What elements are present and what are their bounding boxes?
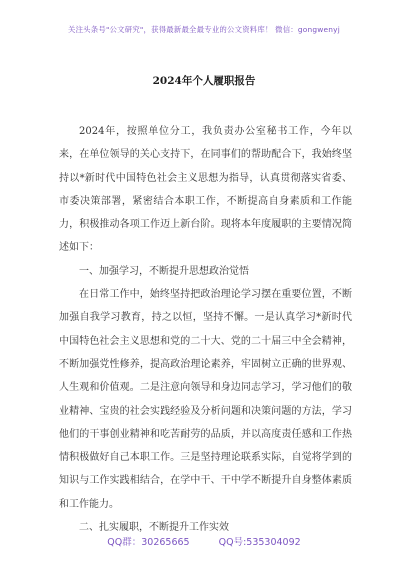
footer-contacts xyxy=(0,534,408,548)
intro-paragraph: 2024年，按照单位分工，我负责办公室秘书工作，今年以来，在单位领导的关心支持下，在同事们的帮助配合下，我始终坚持以*新时代中国特色社会主义思想为指导，认真贯彻落实省委、市委决策部署，紧密结合本职工作，不断提高自身素质和工作能力，积极推动各项工作迈上新台阶。现将本年度履职的主要情况简述如下： xyxy=(59,126,352,254)
header-banner: 关注头条号"公文研究"，获得最新最全最专业的公文资料库！ 微信：gongwenyj xyxy=(68,25,340,34)
section-1-paragraph: 在日常工作中，始终坚持把政治理论学习摆在重要位置，不断加强自我学习教育，持之以恒，坚持不懈。一是认真学习*新时代中国特色社会主义思想和党的二十大、党的二十届三中全会精神，不断加强党性修养，提高政治理论素养，牢固树立正确的世界观、人生观和价值观。二是注意向领导和身边同志学习，学习他们的敬业精神、宝贵的社会实践经验及分析问题和决策问题的方法，学习他们的干事创业精神和吃苦耐劳的品质，并以高度责任感和工作热情积极做好自己本职工作。三是坚持理论联系实际，自觉将学到的知识与工作实践相结合，在学中干、干中学不断提升自身整体素质和工作能力。 xyxy=(59,289,352,510)
document-title: 2024年个人履职报告 xyxy=(152,75,256,87)
section-1-heading: 一、加强学习，不断提升思想政治觉悟 xyxy=(79,265,249,277)
document-body xyxy=(59,120,352,539)
section-2-heading: 二、扎实履职，不断提升工作实效 xyxy=(79,522,229,534)
footer-qq-number: QQ号:535304092 xyxy=(218,537,301,548)
footer-qq-group: QQ群：30265665 xyxy=(107,537,190,548)
